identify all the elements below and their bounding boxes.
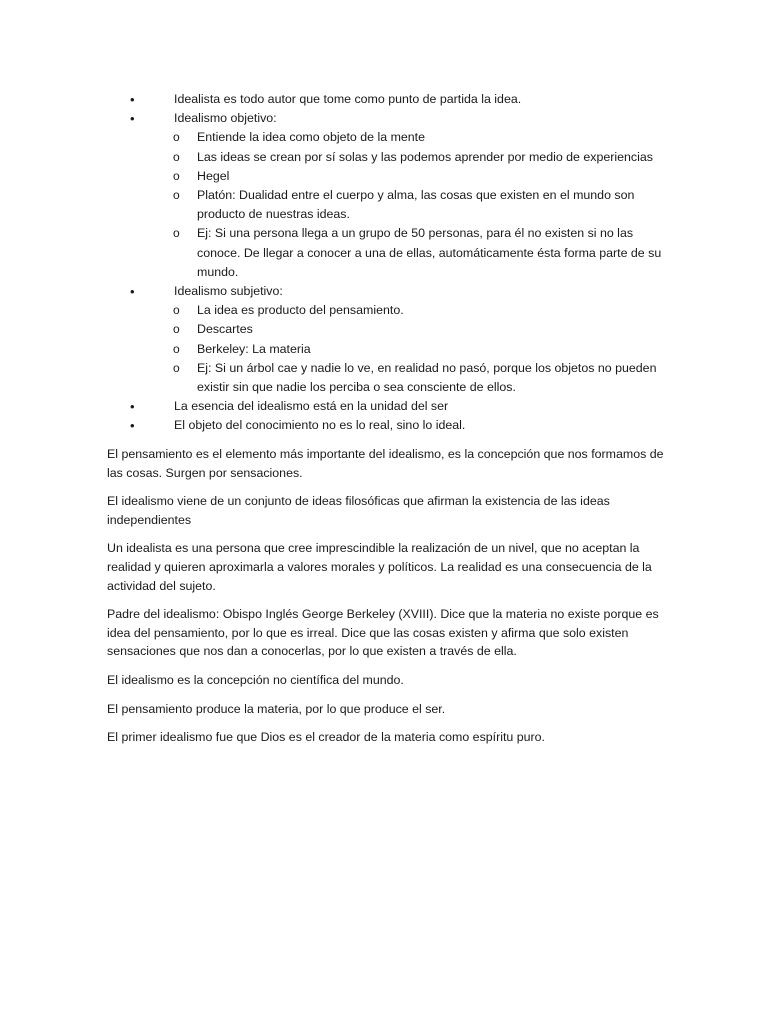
sub-item: o Las ideas se crean por sí solas y las podemos aprender por medio de experiencias [0, 148, 663, 167]
bullet-item [0, 282, 664, 397]
paragraph: El idealismo viene de un conjunto de ideas filosóficas que afirman la existencia de las ideas independientes [107, 494, 610, 527]
sub-item: o Hegel [0, 167, 663, 186]
bullet-text: Idealista es todo autor que tome como punto de partida la idea. [174, 92, 522, 106]
bullet-text: Idealismo objetivo: [174, 111, 277, 126]
bullet-item [0, 416, 664, 435]
sub-item: o La idea es producto del pensamiento. [0, 301, 663, 320]
bullet-text: El objeto del conocimiento no es lo real, sino lo ideal. [174, 418, 466, 433]
sub-item: o Ej: Si un árbol cae y nadie lo ve, en realidad no pasó, porque los objetos no pueden existir sin que nadie los perciba o sea consciente de ellos. [0, 359, 663, 397]
sub-item: o Entiende la idea como objeto de la mente [0, 128, 663, 147]
bullet-item [0, 397, 664, 416]
bullet-item [0, 90, 664, 109]
paragraph: El pensamiento produce la materia, por lo que produce el ser. [107, 701, 446, 716]
bullet-list [0, 90, 768, 436]
sub-item: o Ej: Si una persona llega a un grupo de 50 personas, para él no existen si no las conoce. De llegar a conocer a una de ellas, automáticamente ésta forma parte de su mundo. [0, 224, 663, 282]
paragraph: El pensamiento es el elemento más importante del idealismo, es la concepción que nos formamos de las cosas. Surgen por sensaciones. [107, 447, 664, 480]
paragraph: Padre del idealismo: Obispo Inglés George Berkeley (XVIII). Dice que la materia no existe porque es idea del pensamiento, por lo que es irreal. Dice que las cosas existen y afirma que solo existen sensaciones que nos dan a conocerlas, por lo que existen a través de ella. [107, 607, 659, 659]
sub-list [0, 301, 664, 397]
sub-item: o Descartes [0, 320, 663, 339]
bullet-text: Idealismo subjetivo: [174, 284, 283, 299]
bullet-text: La esencia del idealismo está en la unidad del ser [174, 399, 449, 414]
paragraph: Un idealista es una persona que cree imprescindible la realización de un nivel, que no aceptan la realidad y quieren aproximarla a valores morales y políticos. La realidad es una consecuencia de la actividad del sujeto. [107, 541, 652, 593]
paragraph: El idealismo es la concepción no científica del mundo. [107, 672, 404, 687]
sub-list [0, 128, 664, 282]
sub-item: o Berkeley: La materia [0, 340, 663, 359]
paragraphs [107, 445, 667, 757]
sub-item: o Platón: Dualidad entre el cuerpo y alma, las cosas que existen en el mundo son producto de nuestras ideas. [0, 186, 663, 224]
paragraph: El primer idealismo fue que Dios es el creador de la materia como espíritu puro. [107, 730, 546, 745]
bullet-item [0, 109, 664, 282]
